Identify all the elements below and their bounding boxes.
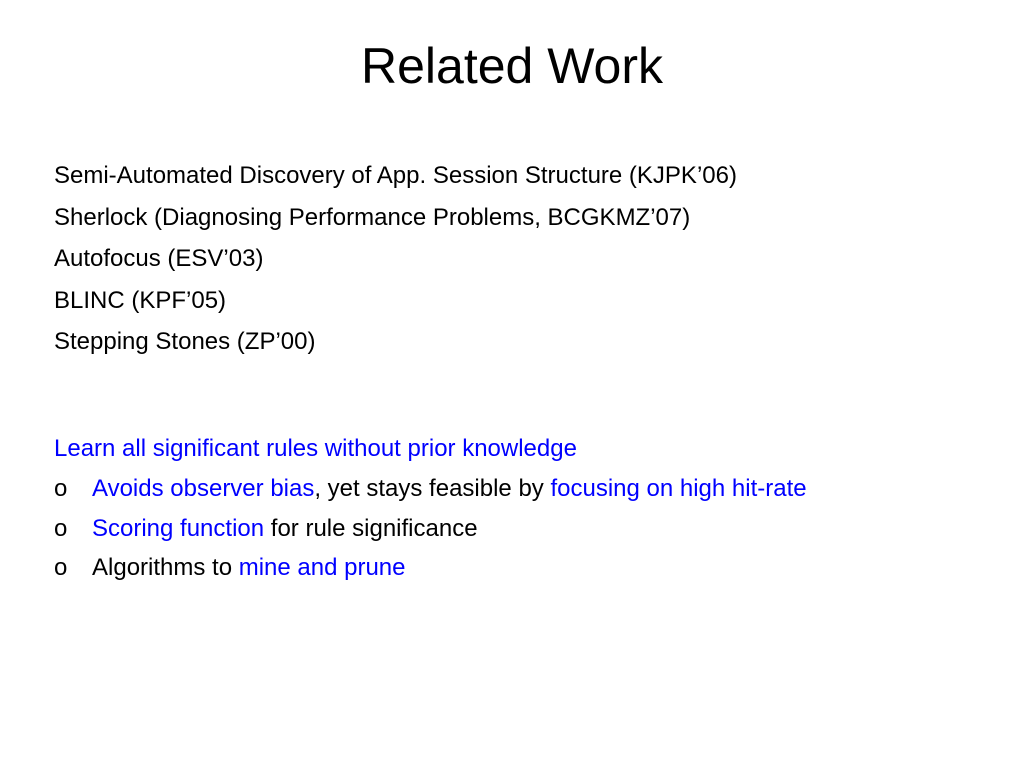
related-work-item: Sherlock (Diagnosing Performance Problems, BCGKMZ’07)	[54, 203, 691, 231]
approach-points	[54, 469, 984, 588]
related-work-item: Stepping Stones (ZP’00)	[54, 328, 316, 355]
point-text: , yet stays feasible by	[314, 475, 551, 502]
point-text: for rule significance	[264, 514, 478, 542]
point-highlight: mine and prune	[238, 554, 406, 581]
approach-point	[54, 469, 984, 509]
related-work-item: BLINC (KPF’05)	[54, 286, 227, 314]
point-highlight: Scoring function	[92, 514, 265, 542]
bullet-marker: o	[54, 475, 68, 502]
related-work-item: Autofocus (ESV’03)	[54, 245, 264, 272]
bullet-marker: o	[54, 554, 68, 581]
approach-point	[54, 548, 984, 588]
related-work-list	[54, 155, 984, 363]
point-highlight: focusing on high hit-rate	[550, 475, 807, 502]
approach-point	[54, 509, 984, 549]
bullet-marker: o	[54, 514, 68, 542]
slide-title: Related Work	[361, 38, 663, 94]
point-highlight: Avoids observer bias	[92, 475, 315, 502]
point-text: Algorithms to	[92, 554, 239, 581]
approach-section	[54, 429, 984, 588]
approach-heading: Learn all significant rules without prior knowledge	[54, 435, 577, 462]
related-work-item: Semi-Automated Discovery of App. Session Structure (KJPK’06)	[54, 162, 737, 189]
